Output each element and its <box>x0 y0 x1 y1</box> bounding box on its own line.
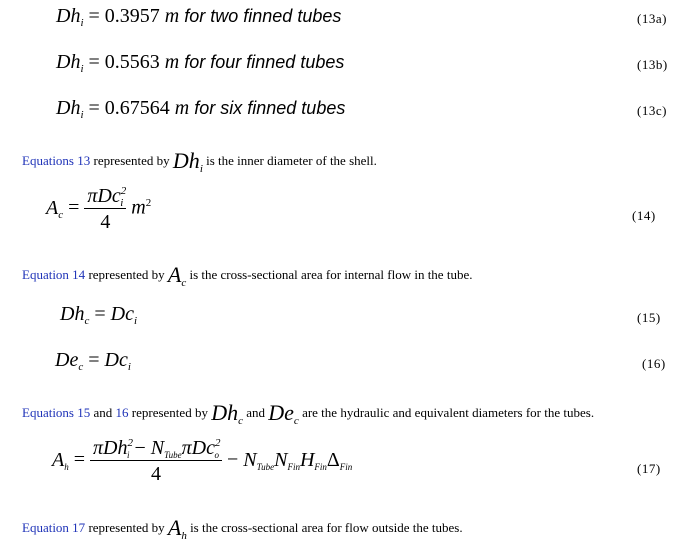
eq14-number: (14) <box>632 208 656 223</box>
paragraph-eq14: Equation 14 represented by $A_c$ is the cross-sectional area for internal flow in the tube. <box>22 262 473 289</box>
ref-equations-15[interactable]: Equations 15 <box>22 405 91 420</box>
eq13b-number: (13b) <box>637 57 668 72</box>
eq13a-text: for two finned tubes <box>184 6 342 26</box>
equation-13c: $Dh_i = 0.67564$ m for six finned tubes <box>56 97 346 121</box>
symbol-de-c: $De_c$ <box>268 400 299 427</box>
ref-equation-14[interactable]: Equation 14 <box>22 267 86 282</box>
equation-13a: $Dh_i = 0.3957$ m for two finned tubes <box>56 5 342 29</box>
eq13c-unit: m <box>174 97 190 119</box>
symbol-dh-c: $Dh_c$ <box>211 400 243 427</box>
eq13b-value: = 0.5563 <box>88 51 160 73</box>
symbol-a-c: $A_c$ <box>167 262 187 289</box>
symbol-dh-i: $Dh_i$ <box>172 148 203 175</box>
eq13c-number: (13c) <box>637 103 667 118</box>
paragraph-eq17: Equation 17 represented by $A_h$ is the cross-sectional area for flow outside the tubes. <box>22 515 463 542</box>
eq16-number: (16) <box>642 356 666 371</box>
ref-equations-13[interactable]: Equations 13 <box>22 153 91 168</box>
eq13a-unit: m <box>164 5 180 27</box>
eq13a-number: (13a) <box>637 11 667 26</box>
equation-13b: $Dh_i = 0.5563$ m for four finned tubes <box>56 51 345 75</box>
eq15-number: (15) <box>637 310 661 325</box>
ref-equation-16[interactable]: 16 <box>115 405 129 420</box>
paragraph-eq13: Equations 13 represented by $Dh_i$ is the inner diameter of the shell. <box>22 148 377 175</box>
eq13a-value: = 0.3957 <box>88 5 160 27</box>
eq13b-text: for four finned tubes <box>184 52 345 72</box>
eq13b-unit: m <box>164 51 180 73</box>
eq17-number: (17) <box>637 461 661 476</box>
equation-14: $A_c$ = $\frac{\pi Dc^2_i}{4}$ $m^2$ <box>46 185 152 233</box>
ref-equation-17[interactable]: Equation 17 <box>22 520 86 535</box>
equation-16: $De_c = Dc_i$ <box>55 349 131 373</box>
symbol-a-h: $A_h$ <box>167 515 187 542</box>
equation-15: $Dh_c = Dc_i$ <box>60 303 138 327</box>
paragraph-eq15-16: Equations 15 and 16 represented by $Dh_c$ and $De_c$ are the hydraulic and equivalent diameters for the tubes. <box>22 400 595 427</box>
eq13c-value: = 0.67564 <box>88 97 170 119</box>
equation-17: $A_h$ = $\frac{\pi Dh^2_i - N_{Tube}\pi Dc^2_o}{4}$ − $N_{Tube}N_{Fin}H_{Fin}\Delta_{Fin}$ <box>52 437 353 485</box>
eq13c-text: for six finned tubes <box>194 98 346 118</box>
